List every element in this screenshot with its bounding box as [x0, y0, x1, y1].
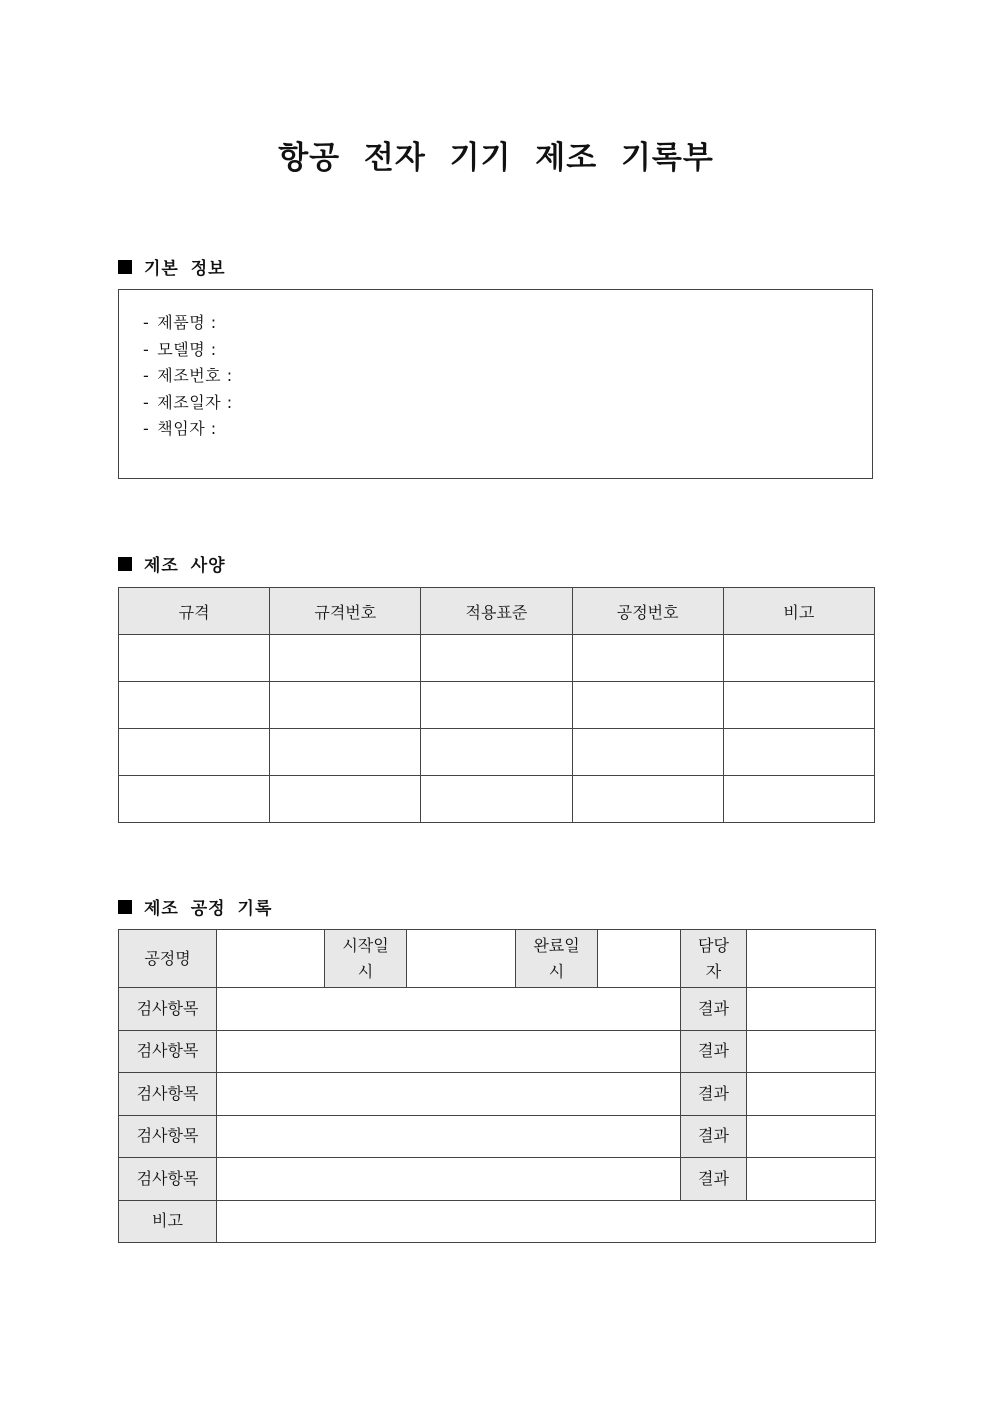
spec-cell[interactable] — [723, 729, 874, 776]
start-label-line2: 시 — [357, 961, 374, 981]
spec-heading — [118, 551, 226, 576]
spec-cell[interactable] — [421, 682, 572, 729]
serial-number-label: 제조번호 : — [157, 366, 233, 385]
table-row — [119, 635, 875, 682]
process-name-label: 공정명 — [119, 930, 217, 988]
spec-cell[interactable] — [723, 635, 874, 682]
inspection-label: 검사항목 — [119, 988, 217, 1031]
square-bullet-icon — [118, 260, 132, 274]
manager-label — [681, 930, 747, 988]
manager-label-line1: 담당 — [698, 935, 729, 955]
result-label: 결과 — [681, 1073, 747, 1116]
end-label-line1: 완료일 — [533, 935, 580, 955]
process-name-field[interactable] — [217, 930, 325, 988]
spec-col-process-number: 공정번호 — [572, 588, 723, 635]
spec-col-standard: 규격 — [119, 588, 270, 635]
remarks-label: 비고 — [119, 1200, 217, 1243]
inspection-label: 검사항목 — [119, 1030, 217, 1073]
info-line-serial-number — [143, 363, 872, 390]
responsible-label: 책임자 : — [157, 419, 217, 438]
spec-cell[interactable] — [572, 776, 723, 823]
info-line-product-name — [143, 310, 872, 337]
spec-cell[interactable] — [723, 776, 874, 823]
process-table — [118, 929, 876, 1243]
inspection-row — [119, 1030, 876, 1073]
spec-col-remarks: 비고 — [723, 588, 874, 635]
inspection-row — [119, 1115, 876, 1158]
info-line-manufacture-date — [143, 390, 872, 417]
model-name-label: 모델명 : — [157, 339, 217, 359]
inspection-field[interactable] — [217, 1158, 681, 1201]
spec-cell[interactable] — [572, 682, 723, 729]
result-label: 결과 — [681, 1115, 747, 1158]
dash: - — [143, 392, 150, 412]
inspection-label: 검사항목 — [119, 1115, 217, 1158]
spec-cell[interactable] — [119, 729, 270, 776]
spec-cell[interactable] — [421, 729, 572, 776]
process-heading-text: 제조 공정 기록 — [144, 899, 273, 919]
remarks-field[interactable] — [217, 1200, 876, 1243]
inspection-row — [119, 988, 876, 1031]
square-bullet-icon — [118, 557, 132, 571]
result-label: 결과 — [681, 988, 747, 1031]
spec-cell[interactable] — [572, 729, 723, 776]
page-title: 항공 전자 기기 제조 기록부 — [278, 140, 714, 176]
basic-info-heading — [118, 254, 226, 279]
inspection-row — [119, 1073, 876, 1116]
inspection-field[interactable] — [217, 1073, 681, 1116]
basic-info-heading-text: 기본 정보 — [144, 259, 226, 279]
table-row — [119, 729, 875, 776]
spec-heading-text: 제조 사양 — [144, 556, 226, 576]
result-label: 결과 — [681, 1030, 747, 1073]
end-label-line2: 시 — [548, 961, 565, 981]
process-header-row — [119, 930, 876, 988]
table-row — [119, 682, 875, 729]
result-field[interactable] — [747, 988, 876, 1031]
spec-table — [118, 587, 875, 823]
spec-cell[interactable] — [119, 635, 270, 682]
spec-cell[interactable] — [572, 635, 723, 682]
product-name-label: 제품명 : — [157, 313, 217, 332]
result-field[interactable] — [747, 1115, 876, 1158]
info-line-model-name — [143, 337, 872, 364]
dash: - — [143, 339, 150, 359]
result-field[interactable] — [747, 1073, 876, 1116]
spec-cell[interactable] — [421, 776, 572, 823]
spec-cell[interactable] — [270, 682, 421, 729]
spec-cell[interactable] — [270, 729, 421, 776]
result-field[interactable] — [747, 1158, 876, 1201]
spec-cell[interactable] — [270, 776, 421, 823]
basic-info-box — [118, 289, 873, 479]
manager-field[interactable] — [747, 930, 876, 988]
spec-cell[interactable] — [119, 776, 270, 823]
inspection-label: 검사항목 — [119, 1158, 217, 1201]
dash: - — [143, 366, 150, 385]
start-label-line1: 시작일 — [342, 935, 389, 955]
result-field[interactable] — [747, 1030, 876, 1073]
spec-cell[interactable] — [723, 682, 874, 729]
dash: - — [143, 313, 150, 332]
table-row — [119, 776, 875, 823]
inspection-field[interactable] — [217, 988, 681, 1031]
remarks-row — [119, 1200, 876, 1243]
dash: - — [143, 419, 150, 438]
spec-header-row — [119, 588, 875, 635]
manufacture-date-label: 제조일자 : — [157, 392, 233, 412]
inspection-row — [119, 1158, 876, 1201]
end-datetime-field[interactable] — [598, 930, 681, 988]
square-bullet-icon — [118, 900, 132, 914]
spec-cell[interactable] — [421, 635, 572, 682]
start-datetime-label — [325, 930, 407, 988]
inspection-label: 검사항목 — [119, 1073, 217, 1116]
end-datetime-label — [516, 930, 598, 988]
inspection-field[interactable] — [217, 1030, 681, 1073]
spec-cell[interactable] — [270, 635, 421, 682]
spec-cell[interactable] — [119, 682, 270, 729]
result-label: 결과 — [681, 1158, 747, 1201]
spec-col-standard-number: 규격번호 — [270, 588, 421, 635]
process-heading — [118, 894, 272, 919]
spec-col-applied-standard: 적용표준 — [421, 588, 572, 635]
inspection-field[interactable] — [217, 1115, 681, 1158]
start-datetime-field[interactable] — [407, 930, 516, 988]
info-line-responsible — [143, 416, 872, 443]
manager-label-line2: 자 — [705, 961, 722, 981]
